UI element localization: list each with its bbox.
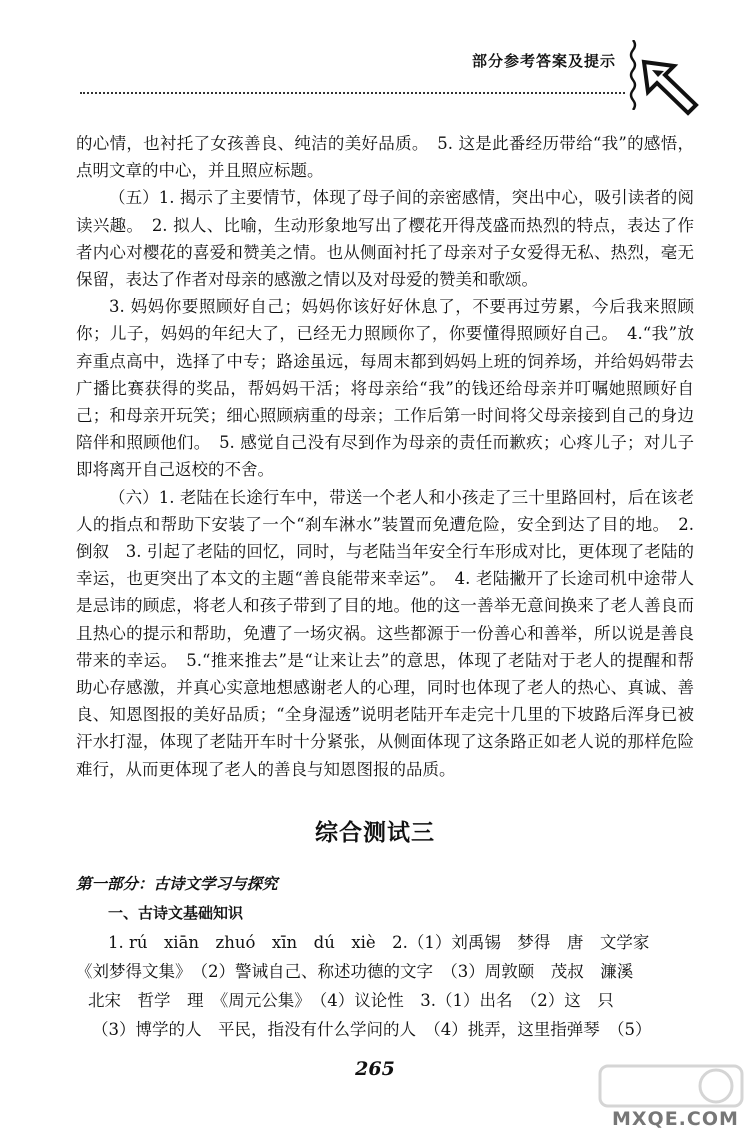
answer-body	[76, 130, 694, 783]
part-title: 第一部分：古诗文学习与探究	[76, 875, 278, 893]
arrow-pointer-icon	[640, 58, 700, 116]
page-header	[0, 0, 750, 125]
paragraph: 的心情，也衬托了女孩善良、纯洁的美好品质。 5. 这是此番经历带给“我”的感悟，点明文章的中心，并且照应标题。	[76, 134, 694, 181]
header-title: 部分参考答案及提示	[472, 52, 617, 70]
answer-line: 《刘梦得文集》 （2）警诫自己、称述功德的文字 （3）周敦颐 茂叔 濂溪	[76, 962, 634, 981]
watermark-text: MXQE.COM	[612, 1108, 739, 1130]
wavy-divider-icon	[628, 40, 638, 110]
answer-line: 北宋 哲学 理 《周元公集》 （4）议论性 3.（1）出名 （2）这 只	[88, 991, 614, 1010]
paragraph: （五）1. 揭示了主要情节，体现了母子间的亲密感情，突出中心，吸引读者的阅读兴趣。 2. 拟人、比喻，生动形象地写出了樱花开得茂盛而热烈的特点，表达了作者内心对樱花的喜爱和赞美之情。也从侧面衬托了母亲对子女爱得无私、热烈，毫无保留，表达了作者对母亲的感激之情以及对母爱的赞美和歌颂。	[76, 188, 694, 290]
answer-line: （3）博学的人 平民，指没有什么学问的人 （4）挑弄，这里指弹琴 （5）	[92, 1020, 652, 1039]
paragraph: 3. 妈妈你要照顾好自己；妈妈你该好好休息了，不要再过劳累，今后我来照顾你；儿子，妈妈的年纪大了，已经无力照顾你了，你要懂得照顾好自己。 4.“我”放弃重点高中，选择了中专；路途虽远，每周末都到妈妈上班的饲养场，并给妈妈带去广播比赛获得的奖品，帮妈妈干活；将母亲给“我”的钱还给母亲并叮嘱她照顾好自己；和母亲开玩笑；细心照顾病重的母亲；工作后第一时间将父母亲接到自己的身边陪伴和照顾他们。 5. 感觉自己没有尽到作为母亲的责任而歉疚；心疼儿子；对儿子即将离开自己返校的不舍。	[76, 297, 694, 480]
section-title: 综合测试三	[315, 820, 435, 846]
header-dotted-rule	[80, 92, 625, 94]
paragraph: （六）1. 老陆在长途行车中，带送一个老人和小孩走了三十里路回村，后在该老人的指点和帮助下安装了一个“刹车淋水”装置而免遭危险，安全到达了目的地。 2. 倒叙 3. 引起了老陆的回忆，同时，与老陆当年安全行车形成对比，更体现了老陆的幸运，也更突出了本文的主题“善良能带来幸运”。 4. 老陆撇开了长途司机中途带人是忌讳的顾虑，将老人和孩子带到了目的地。他的这一善举无意间换来了老人善良而且热心的提示和帮助，免遭了一场灾祸。这些都源于一份善心和善举，所以说是善良带来的幸运。 5.“推来推去”是“让来让去”的意思，体现了老陆对于老人的提醒和帮助心存感激，并真心实意地想感谢老人的心理，同时也体现了老人的热心、真诚、善良、知恩图报的美好品质；“全身湿透”说明老陆开车走完十几里的下坡路后浑身已被汗水打湿，体现了老陆开车时十分紧张，从侧面体现了这条路正如老人说的那样危险难行，从而更体现了老人的善良与知恩图报的品质。	[76, 487, 694, 779]
subsection-title: 一、古诗文基础知识	[108, 904, 244, 922]
answer-lines	[76, 928, 698, 1044]
page-number: 265	[355, 1058, 395, 1080]
answer-line: 1. rú xiān zhuó xīn dú xiè 2.（1）刘禹锡 梦得 唐 文学家	[108, 933, 650, 952]
